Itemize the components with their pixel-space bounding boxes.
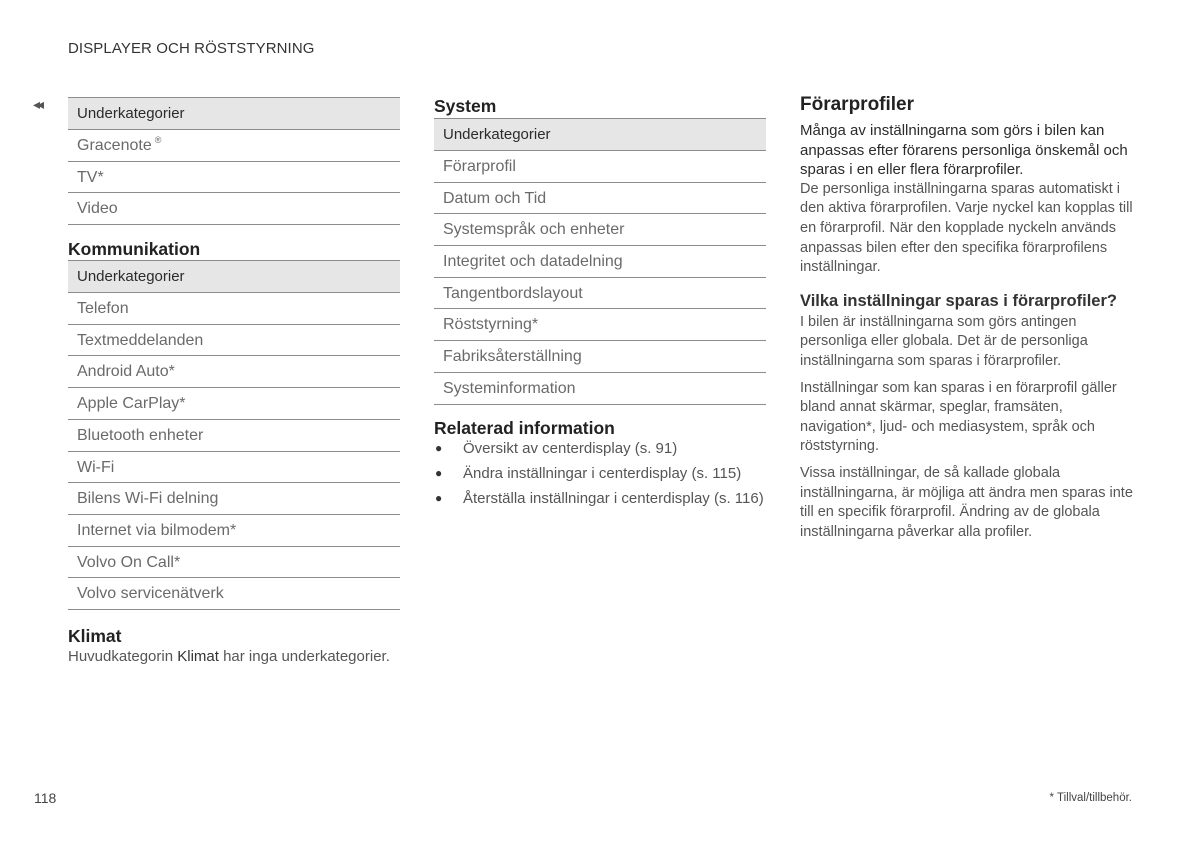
table-row: Tangentbordslayout bbox=[434, 278, 766, 310]
table-row: Bilens Wi-Fi delning bbox=[68, 483, 400, 515]
page-number: 118 bbox=[34, 790, 57, 806]
page-header: DISPLAYER OCH RÖSTSTYRNING bbox=[68, 40, 315, 57]
table-row: Internet via bilmodem* bbox=[68, 515, 400, 547]
media-subcategories-table bbox=[68, 97, 400, 225]
table-header: Underkategorier bbox=[434, 119, 766, 151]
table-row: Volvo servicenätverk bbox=[68, 578, 400, 610]
table-row: Android Auto* bbox=[68, 356, 400, 388]
table-row: Systeminformation bbox=[434, 373, 766, 405]
table-row: Apple CarPlay* bbox=[68, 388, 400, 420]
section-title-related: Relaterad information bbox=[434, 417, 615, 438]
footnote: * Tillval/tillbehör. bbox=[1049, 792, 1132, 804]
table-row: Datum och Tid bbox=[434, 183, 766, 215]
related-link-text[interactable]: Ändra inställningar i centerdisplay (s. 115) bbox=[463, 464, 742, 482]
row-label: Gracenote bbox=[77, 137, 152, 154]
table-row bbox=[68, 130, 400, 162]
table-row: Volvo On Call* bbox=[68, 547, 400, 579]
subsection-title: Vilka inställningar sparas i förarprofiler? bbox=[800, 291, 1117, 310]
column-left bbox=[68, 97, 400, 667]
table-row: Textmeddelanden bbox=[68, 325, 400, 357]
table-row: Bluetooth enheter bbox=[68, 420, 400, 452]
registered-mark: ® bbox=[154, 135, 162, 145]
related-link[interactable] bbox=[434, 439, 766, 459]
section-title-klimat: Klimat bbox=[68, 625, 122, 646]
column-right bbox=[800, 93, 1135, 542]
paragraph: Inställningar som kan sparas i en förarprofil gäller bland annat skärmar, speglar, framsäten, navigation*, ljud- och mediasystem, språk och röststyrning. bbox=[800, 379, 1117, 455]
section-title-forarprofiler: Förarprofiler bbox=[800, 94, 915, 115]
system-subcategories-table bbox=[434, 118, 766, 405]
table-row: Wi-Fi bbox=[68, 452, 400, 484]
table-row: Röststyrning* bbox=[434, 309, 766, 341]
kommunikation-subcategories-table bbox=[68, 260, 400, 610]
section-title-kommunikation: Kommunikation bbox=[68, 239, 201, 260]
table-header: Underkategorier bbox=[68, 261, 400, 293]
table-row: TV* bbox=[68, 162, 400, 194]
klimat-text-pre: Huvudkategorin bbox=[68, 647, 178, 665]
table-header: Underkategorier bbox=[68, 98, 400, 130]
related-link-text[interactable]: Översikt av centerdisplay (s. 91) bbox=[463, 439, 678, 457]
back-arrows-icon[interactable]: ◂◂ bbox=[33, 96, 42, 112]
klimat-description bbox=[68, 647, 400, 667]
table-row: Video bbox=[68, 193, 400, 225]
related-link-text[interactable]: Återställa inställningar i centerdisplay (s. 116) bbox=[463, 489, 764, 507]
related-link[interactable] bbox=[434, 464, 766, 484]
klimat-text-bold: Klimat bbox=[177, 647, 219, 665]
bullet-icon: ● bbox=[435, 440, 443, 455]
paragraph: Vissa inställningar, de så kallade globala inställningarna, är möjliga att ändra men sparas inte till en specifik förarprofil. Ändring av de globala inställningarna påverkar alla profiler. bbox=[800, 464, 1133, 540]
paragraph: I bilen är inställningarna som görs antingen personliga eller globala. Det är de personliga inställningarna som sparas i förarprofiler. bbox=[800, 313, 1088, 369]
table-row: Telefon bbox=[68, 293, 400, 325]
table-row: Förarprofil bbox=[434, 151, 766, 183]
paragraph: De personliga inställningarna sparas automatiskt i den aktiva förarprofilen. Varje nyckel kan kopplas till en förarprofil. När den kopplade nyckeln används anpassas bilen efter den specifika förarprofilens inställningar. bbox=[800, 180, 1133, 276]
section-title-system: System bbox=[434, 96, 497, 116]
bullet-icon: ● bbox=[435, 465, 443, 480]
bullet-icon: ● bbox=[435, 490, 443, 505]
related-link[interactable] bbox=[434, 489, 766, 509]
column-middle bbox=[434, 95, 766, 514]
klimat-text-post: har inga underkategorier. bbox=[218, 647, 390, 665]
table-row: Fabriksåterställning bbox=[434, 341, 766, 373]
lead-paragraph: Många av inställningarna som görs i bilen kan anpassas efter förarens personliga önskemål och sparas i en eller flera förarprofiler. bbox=[800, 122, 1128, 179]
table-row: Systemspråk och enheter bbox=[434, 214, 766, 246]
table-row: Integritet och datadelning bbox=[434, 246, 766, 278]
related-links-list bbox=[434, 439, 766, 509]
